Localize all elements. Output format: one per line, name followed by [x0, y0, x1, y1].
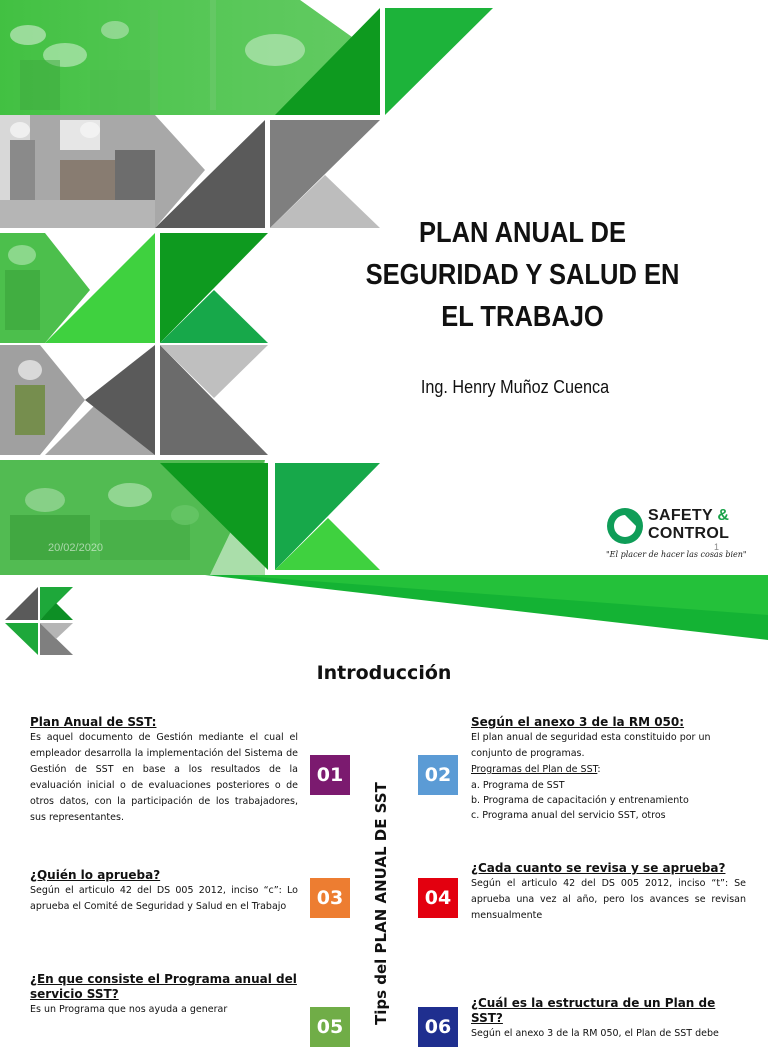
- vertical-label: Tips del PLAN ANUAL DE SST: [372, 782, 390, 1025]
- tip-05: [30, 972, 298, 1018]
- tip-heading: Plan Anual de SST:: [30, 715, 157, 729]
- title-line: PLAN ANUAL DE: [418, 217, 626, 249]
- tip-number-badge: 01: [310, 755, 350, 795]
- page-number: 1: [714, 542, 720, 552]
- tip-number-badge: 03: [310, 878, 350, 918]
- tip-sub-heading-line: [471, 762, 746, 778]
- slide-title: Introducción: [316, 662, 452, 684]
- header-decoration: [0, 575, 768, 665]
- tip-text: El plan anual de seguridad esta constituido por un conjunto de programas.: [471, 732, 711, 759]
- tip-number-badge: 02: [418, 755, 458, 795]
- list-item: c. Programa anual del servicio SST, otros: [471, 810, 666, 821]
- logo-ampersand: &: [717, 507, 730, 524]
- tip-heading: ¿Quién lo aprueba?: [30, 868, 161, 882]
- list-item: a. Programa de SST: [471, 780, 565, 791]
- tip-01: [30, 715, 298, 826]
- tip-heading: ¿Cada cuanto se revisa y se aprueba?: [471, 861, 726, 875]
- tip-sub-heading-colon: :: [597, 764, 601, 775]
- tip-heading: Según el anexo 3 de la RM 050:: [471, 715, 685, 729]
- logo-word-safety: SAFETY: [648, 507, 713, 524]
- tip-text: Según el anexo 3 de la RM 050, el Plan de SST debe: [471, 1028, 719, 1039]
- tip-heading: ¿En que consiste el Programa anual del servicio SST?: [30, 972, 297, 1001]
- tip-text: Es un Programa que nos ayuda a generar: [30, 1004, 228, 1015]
- logo-tagline: "El placer de hacer las cosas bien": [606, 550, 747, 559]
- slide-date: 20/02/2020: [48, 542, 104, 554]
- tip-number-badge: 04: [418, 878, 458, 918]
- title-line: EL TRABAJO: [441, 301, 604, 333]
- tip-number-badge: 06: [418, 1007, 458, 1047]
- tip-06: [471, 996, 746, 1042]
- tip-03: [30, 868, 298, 915]
- author-name: Ing. Henry Muñoz Cuenca: [420, 377, 610, 397]
- tip-text: Es aquel documento de Gestión mediante el cual el empleador desarrolla la implementación del Sistema de Gestión de SST en base a los resultados de la evaluación inicial o de evaluaciones posteriores o de otros datos, con la participación de los trabajadores, sus representantes.: [30, 732, 298, 823]
- tip-02: [471, 715, 746, 823]
- tip-text: Según el articulo 42 del DS 005 2012, inciso “t”: Se aprueba una vez al año, pero los avances se revisan mensualmente: [471, 878, 746, 921]
- safety-control-logo: [606, 505, 766, 565]
- logo-word-control: CONTROL: [648, 525, 730, 542]
- title-line: SEGURIDAD Y SALUD EN: [365, 259, 680, 291]
- introduction-slide: [0, 575, 768, 1039]
- tip-text: Según el articulo 42 del DS 005 2012, inciso “c”: Lo aprueba el Comité de Seguridad y Salud en el Trabajo: [30, 885, 298, 912]
- safety-control-logo-icon: [606, 507, 644, 545]
- presentation-title: [353, 212, 692, 338]
- list-item: b. Programa de capacitación y entrenamiento: [471, 795, 689, 806]
- tip-sub-heading: Programas del Plan de SST: [471, 764, 598, 775]
- tip-04: [471, 861, 746, 924]
- tip-number-badge: 05: [310, 1007, 350, 1047]
- tip-heading: ¿Cuál es la estructura de un Plan de SST?: [471, 996, 716, 1025]
- logo-wordmark: [648, 507, 729, 543]
